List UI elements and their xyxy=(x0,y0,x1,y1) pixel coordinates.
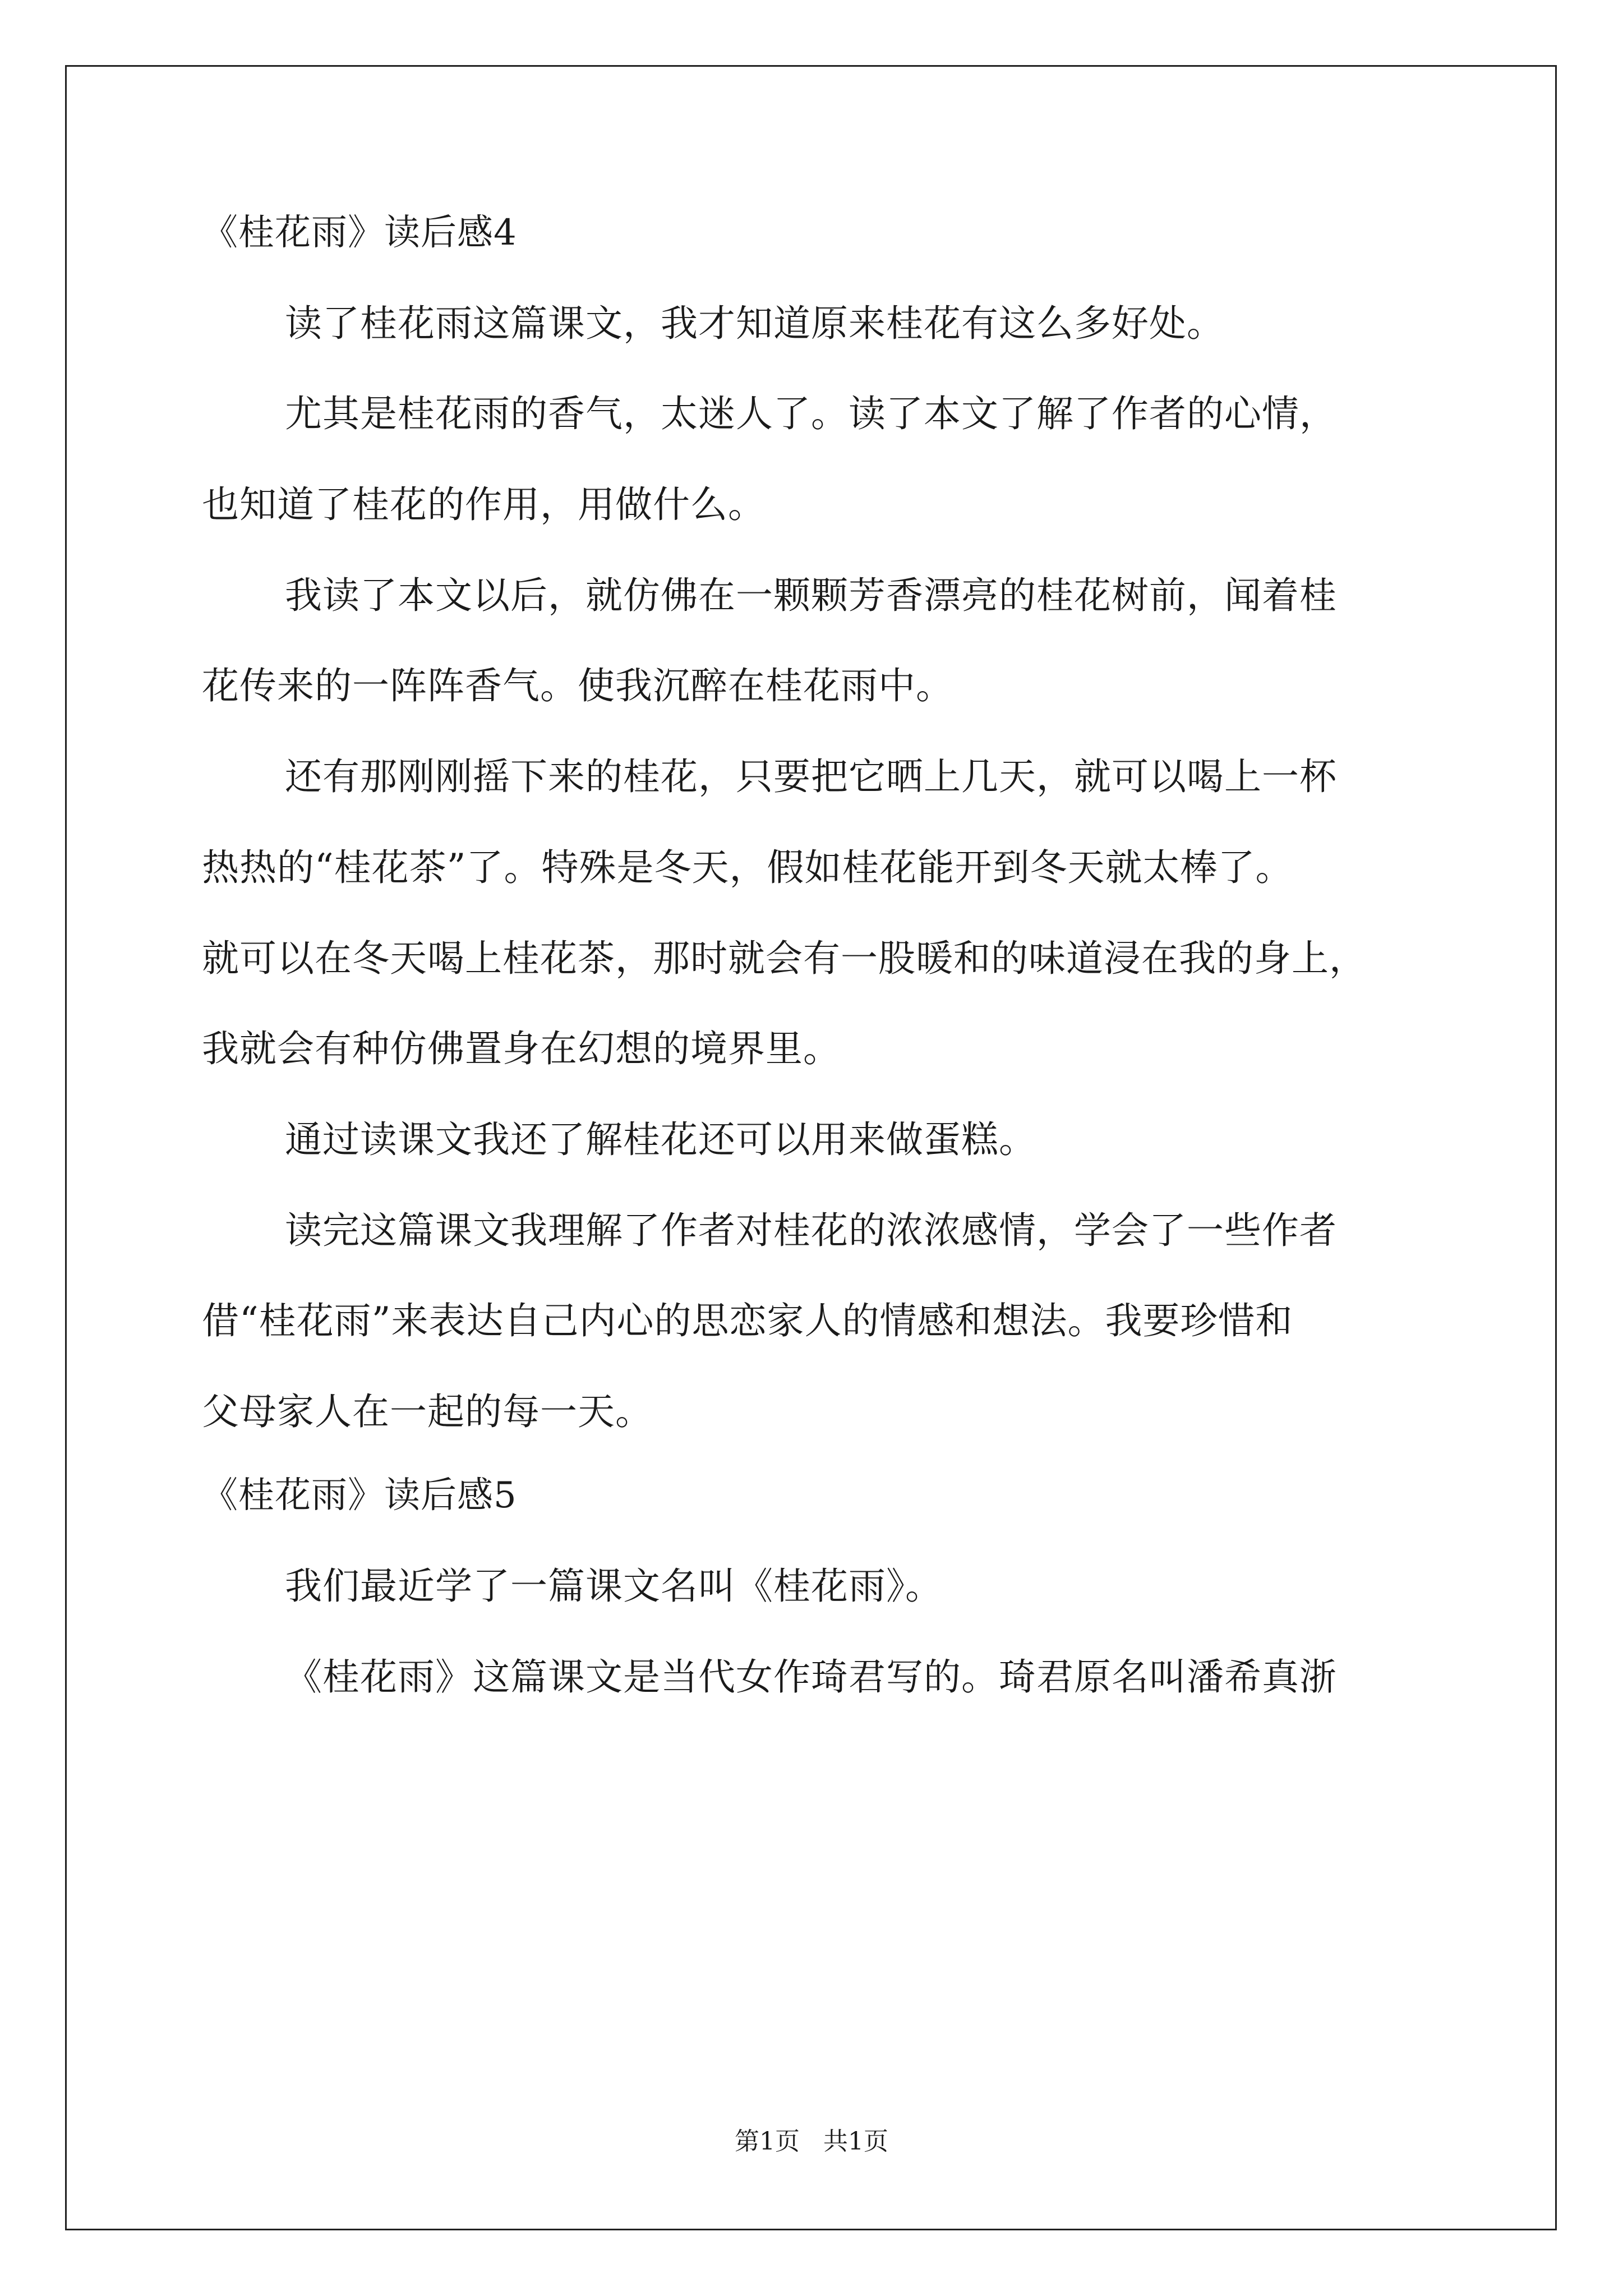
paragraph-line: 《桂花雨》这篇课文是当代女作琦君写的。琦君原名叫潘希真浙 xyxy=(285,1655,1337,1699)
paragraph-line: 通过读课文我还了解桂花还可以用来做蛋糕。 xyxy=(285,1118,1036,1161)
paragraph-line: 就可以在冬天喝上桂花茶，那时就会有一股暖和的味道浸在我的身上， xyxy=(202,937,1367,980)
paragraph-line: 父母家人在一起的每一天。 xyxy=(202,1390,653,1433)
section-heading: 《桂花雨》读后感4 xyxy=(202,212,517,254)
paragraph-line: 借“桂花雨”来表达自己内心的思恋家人的情感和想法。我要珍惜和 xyxy=(202,1299,1293,1342)
paragraph-line: 我们最近学了一篇课文名叫《桂花雨》。 xyxy=(285,1565,943,1608)
paragraph-line: 读了桂花雨这篇课文，我才知道原来桂花有这么多好处。 xyxy=(285,302,1224,345)
paragraph-line: 我读了本文以后，就仿佛在一颗颗芳香漂亮的桂花树前，闻着桂 xyxy=(285,574,1337,617)
paragraph-line: 热热的“桂花茶”了。特殊是冬天，假如桂花能开到冬天就太棒了。 xyxy=(202,846,1293,889)
paragraph-line: 花传来的一阵阵香气。使我沉醉在桂花雨中。 xyxy=(202,664,953,707)
paragraph-line: 读完这篇课文我理解了作者对桂花的浓浓感情，学会了一些作者 xyxy=(285,1209,1337,1252)
paragraph-line: 也知道了桂花的作用，用做什么。 xyxy=(202,483,766,526)
paragraph-line: 还有那刚刚摇下来的桂花，只要把它晒上几天，就可以喝上一杯 xyxy=(285,755,1337,798)
page-footer: 第1页 共1页 xyxy=(735,2127,888,2156)
paragraph-line: 我就会有种仿佛置身在幻想的境界里。 xyxy=(202,1027,841,1070)
section-heading: 《桂花雨》读后感5 xyxy=(202,1475,517,1516)
paragraph-line: 尤其是桂花雨的香气，太迷人了。读了本文了解了作者的心情， xyxy=(285,392,1337,435)
